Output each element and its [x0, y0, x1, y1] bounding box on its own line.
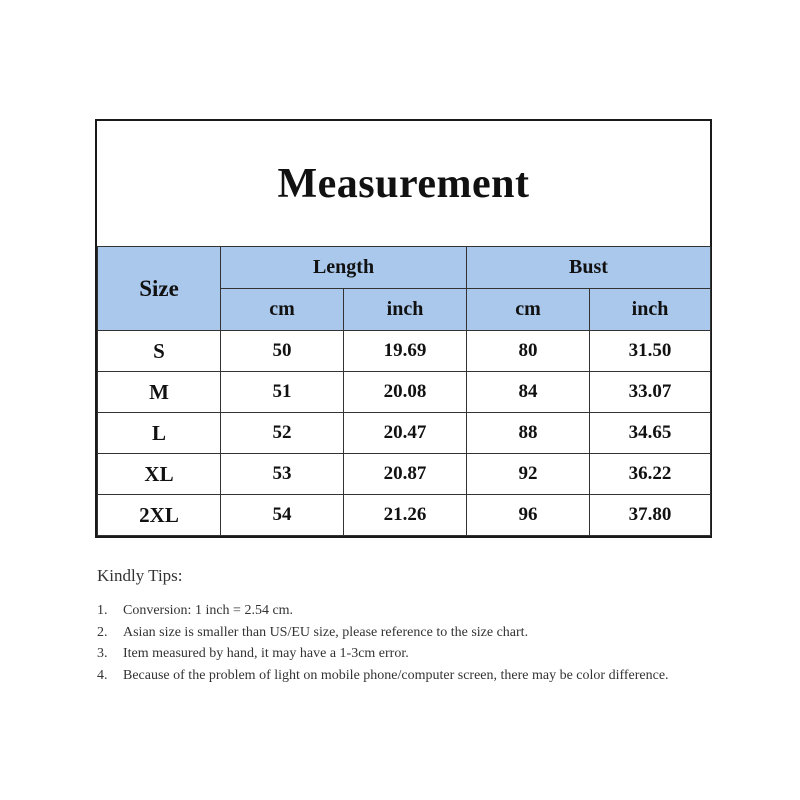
length-inch-cell: 20.87: [344, 454, 467, 495]
size-cell: M: [98, 372, 221, 413]
size-column-header: Size: [98, 247, 221, 331]
tip-number: 4.: [97, 667, 108, 683]
bust-group-header: Bust: [467, 247, 711, 289]
table-row: [98, 495, 711, 536]
size-cell: L: [98, 413, 221, 454]
tip-text: Item measured by hand, it may have a 1-3cm error.: [123, 646, 409, 661]
bust-cm-cell: 84: [467, 372, 590, 413]
length-cm-cell: 54: [221, 495, 344, 536]
tip-item: [97, 665, 717, 687]
bust-inch-cell: 36.22: [590, 454, 711, 495]
bust-cm-cell: 96: [467, 495, 590, 536]
bust-cm-cell: 88: [467, 413, 590, 454]
tip-item: [97, 643, 717, 665]
bust-cm-cell: 80: [467, 331, 590, 372]
table-row: [98, 372, 711, 413]
tips-title: Kindly Tips:: [97, 566, 183, 585]
tip-number: 1.: [97, 603, 108, 618]
length-inch-cell: 21.26: [344, 495, 467, 536]
length-inch-cell: 20.08: [344, 372, 467, 413]
bust-inch-header: inch: [590, 289, 711, 331]
tip-item: [97, 622, 717, 644]
bust-cm-header: cm: [467, 289, 590, 331]
tip-number: 2.: [97, 624, 108, 640]
tip-number: 3.: [97, 646, 108, 661]
bust-cm-cell: 92: [467, 454, 590, 495]
bust-inch-cell: 31.50: [590, 331, 711, 372]
length-inch-cell: 19.69: [344, 331, 467, 372]
kindly-tips: [97, 566, 717, 686]
bust-inch-cell: 37.80: [590, 495, 711, 536]
length-cm-cell: 50: [221, 331, 344, 372]
length-inch-header: inch: [344, 289, 467, 331]
size-table: [97, 246, 711, 536]
tip-item: [97, 600, 717, 622]
chart-title: Measurement: [277, 160, 530, 207]
size-chart-frame: [95, 119, 712, 538]
tips-list: [97, 600, 717, 686]
tip-text: Asian size is smaller than US/EU size, please reference to the size chart.: [123, 624, 529, 640]
table-row: [98, 413, 711, 454]
tip-text: Because of the problem of light on mobile phone/computer screen, there may be color difference.: [123, 667, 669, 683]
length-cm-cell: 52: [221, 413, 344, 454]
length-inch-cell: 20.47: [344, 413, 467, 454]
bust-inch-cell: 33.07: [590, 372, 711, 413]
length-cm-cell: 53: [221, 454, 344, 495]
bust-inch-cell: 34.65: [590, 413, 711, 454]
table-row: [98, 454, 711, 495]
size-cell: XL: [98, 454, 221, 495]
size-cell: 2XL: [98, 495, 221, 536]
tip-text: Conversion: 1 inch = 2.54 cm.: [123, 603, 294, 618]
length-cm-header: cm: [221, 289, 344, 331]
table-row: [98, 331, 711, 372]
size-cell: S: [98, 331, 221, 372]
length-group-header: Length: [221, 247, 467, 289]
length-cm-cell: 51: [221, 372, 344, 413]
